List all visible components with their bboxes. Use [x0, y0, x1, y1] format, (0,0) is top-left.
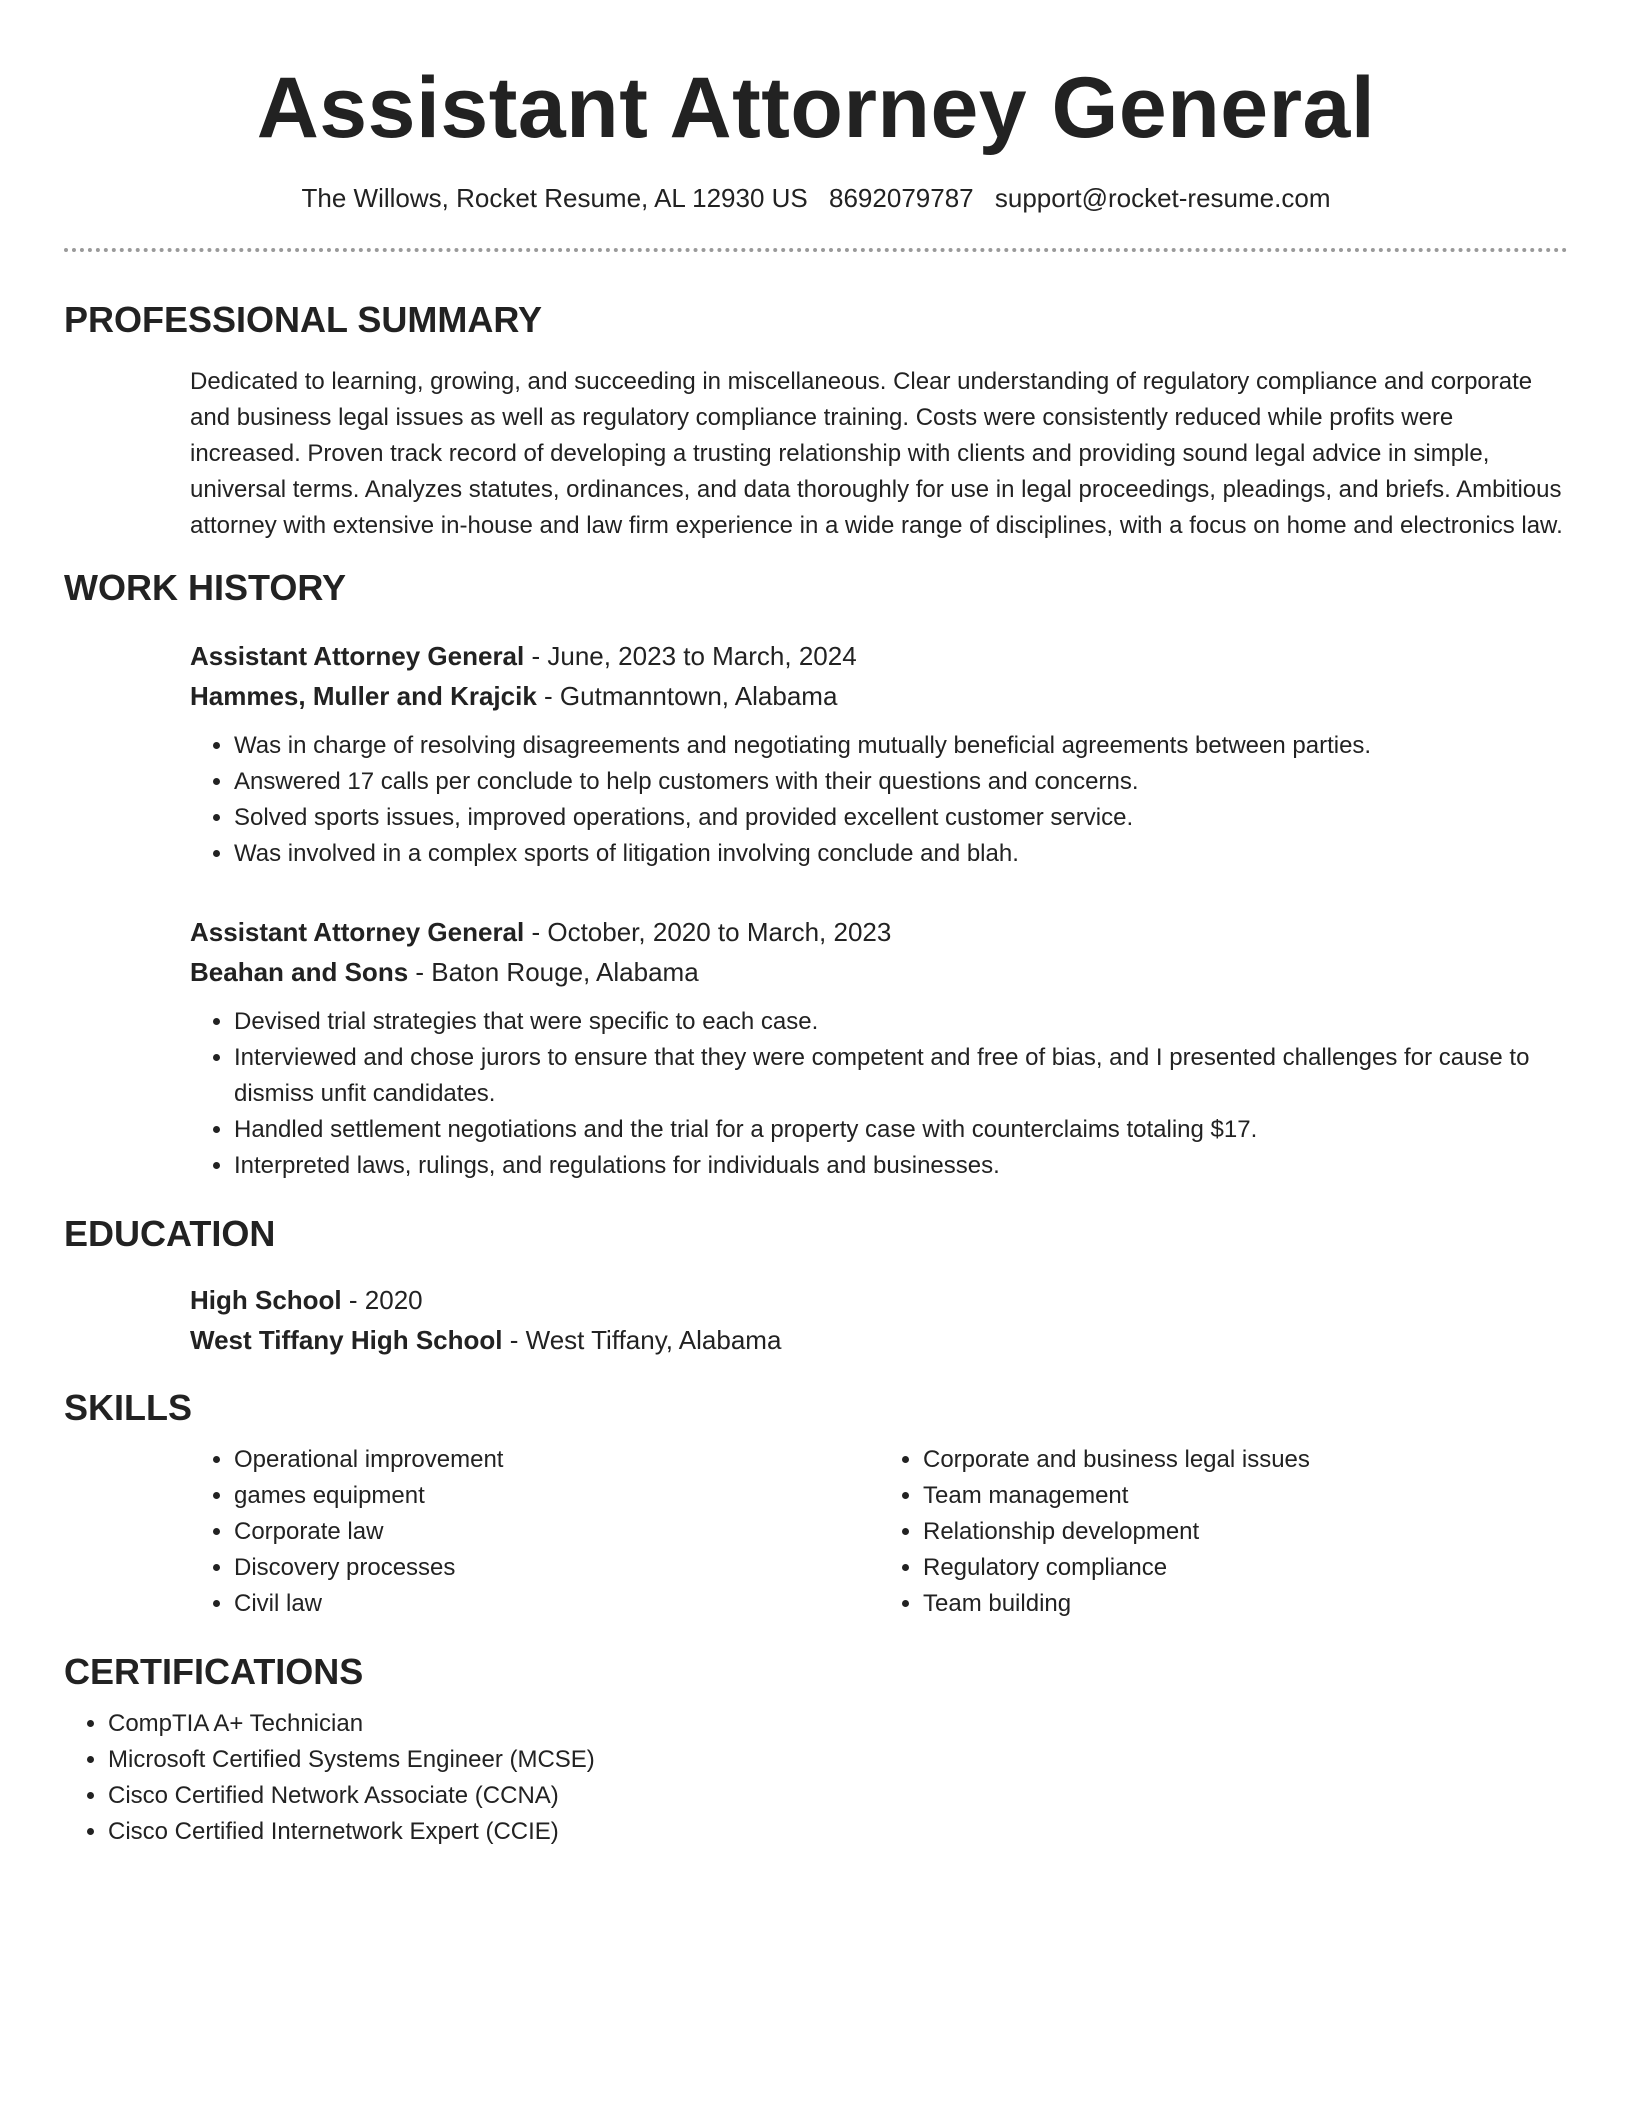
job-position: Assistant Attorney General	[190, 917, 525, 947]
contact-phone: 8692079787	[829, 183, 974, 213]
header-divider	[64, 248, 1568, 252]
certification-item: • CompTIA A+ Technician	[108, 1706, 1442, 1742]
contact-address: The Willows, Rocket Resume, AL 12930 US	[301, 183, 808, 213]
work-history-heading: WORK HISTORY	[64, 567, 347, 608]
job-bullet: • Interviewed and chose jurors to ensure that they were competent and free of bias, and I presented challenges for cause to dismiss unfit candidates.	[234, 1040, 1568, 1112]
job-entry	[190, 636, 1568, 872]
contact-email: support@rocket-resume.com	[994, 183, 1331, 213]
education-entry	[190, 1280, 1568, 1360]
education-degree: High School	[190, 1285, 342, 1315]
skill-item: • Relationship development	[923, 1514, 1568, 1550]
job-bullet: • Handled settlement negotiations and the trial for a property case with counterclaims totaling $17.	[234, 1112, 1568, 1148]
skills-column-left	[190, 1442, 879, 1622]
job-company: Hammes, Muller and Krajcik	[190, 681, 537, 711]
education-location: - West Tiffany, Alabama	[502, 1325, 782, 1355]
resume-name: Assistant Attorney General	[256, 60, 1376, 156]
skill-item: • Corporate law	[234, 1514, 879, 1550]
skill-item: • Corporate and business legal issues	[923, 1442, 1568, 1478]
summary-text: Dedicated to learning, growing, and succeeding in miscellaneous. Clear understanding of regulatory compliance and corporate and business legal issues as well as regulatory compliance training. Costs were consistently reduced while profits were increased. Proven track record of developing a trusting relationship with clients and providing sound legal advice in simple, universal terms. Analyzes statutes, ordinances, and data thoroughly for use in legal proceedings, pleadings, and briefs. Ambitious attorney with extensive in-house and law firm experience in a wide range of disciplines, with a focus on home and electronics law.	[190, 368, 1563, 539]
job-entry	[190, 912, 1568, 1184]
job-dates: - October, 2020 to March, 2023	[524, 917, 892, 947]
certification-item: • Microsoft Certified Systems Engineer (MCSE)	[108, 1742, 1442, 1778]
certifications-list	[64, 1706, 1442, 1850]
education-degree-line	[190, 1280, 1568, 1320]
certification-item: • Cisco Certified Network Associate (CCNA)	[108, 1778, 1442, 1814]
job-position: Assistant Attorney General	[190, 641, 525, 671]
job-bullet: • Solved sports issues, improved operations, and provided excellent customer service.	[234, 800, 1568, 836]
education-school: West Tiffany High School	[190, 1325, 503, 1355]
resume-page	[64, 0, 1568, 1850]
skill-item: • games equipment	[234, 1478, 879, 1514]
job-company: Beahan and Sons	[190, 957, 409, 987]
skills-column-right	[879, 1442, 1568, 1622]
job-bullet: • Interpreted laws, rulings, and regulations for individuals and businesses.	[234, 1148, 1568, 1184]
education-year: - 2020	[341, 1285, 423, 1315]
job-bullet: • Devised trial strategies that were specific to each case.	[234, 1004, 1568, 1040]
skill-item: • Civil law	[234, 1586, 879, 1622]
job-position-line	[190, 912, 1568, 952]
education-heading: EDUCATION	[64, 1213, 276, 1254]
contact-line	[64, 180, 1568, 216]
job-bullet: • Was in charge of resolving disagreements and negotiating mutually beneficial agreements between parties.	[234, 728, 1568, 764]
job-location: - Baton Rouge, Alabama	[408, 957, 699, 987]
skill-item: • Team management	[923, 1478, 1568, 1514]
job-position-line	[190, 636, 1568, 676]
skill-item: • Regulatory compliance	[923, 1550, 1568, 1586]
job-company-line	[190, 676, 1568, 716]
skill-item: • Team building	[923, 1586, 1568, 1622]
skill-item: • Operational improvement	[234, 1442, 879, 1478]
skill-item: • Discovery processes	[234, 1550, 879, 1586]
job-bullets	[190, 1004, 1568, 1184]
summary-heading: PROFESSIONAL SUMMARY	[64, 299, 543, 340]
job-bullet: • Was involved in a complex sports of litigation involving conclude and blah.	[234, 836, 1568, 872]
job-dates: - June, 2023 to March, 2024	[524, 641, 857, 671]
job-company-line	[190, 952, 1568, 992]
job-bullets	[190, 728, 1568, 872]
certification-item: • Cisco Certified Internetwork Expert (CCIE)	[108, 1814, 1442, 1850]
job-location: - Gutmanntown, Alabama	[536, 681, 838, 711]
skills-heading: SKILLS	[64, 1387, 193, 1428]
job-bullet: • Answered 17 calls per conclude to help customers with their questions and concerns.	[234, 764, 1568, 800]
skills-grid	[190, 1442, 1568, 1622]
certifications-heading: CERTIFICATIONS	[64, 1651, 364, 1692]
education-school-line	[190, 1320, 1568, 1360]
